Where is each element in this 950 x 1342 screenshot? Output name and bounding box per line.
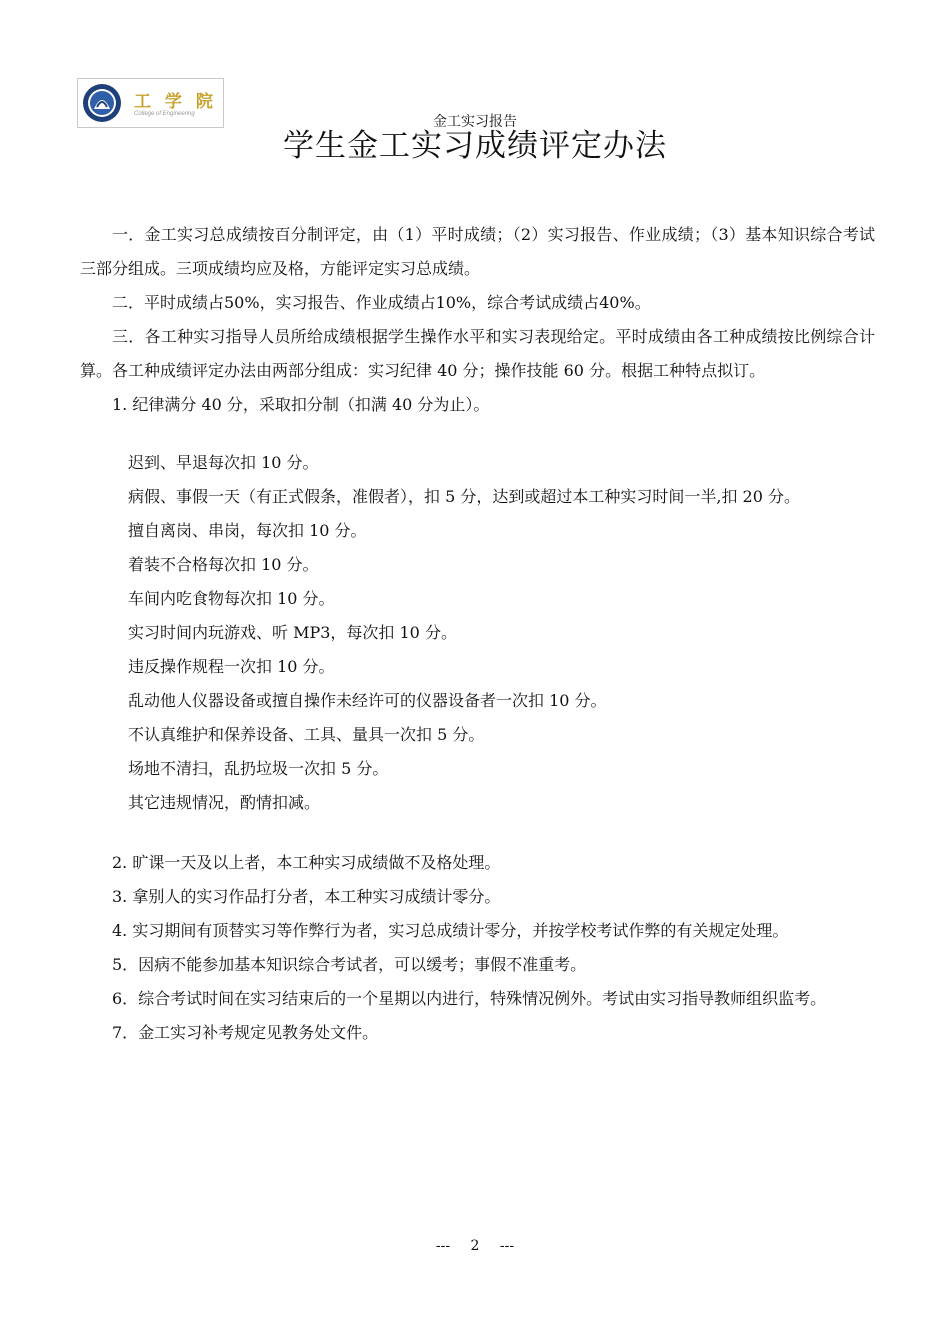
- list-item: 场地不清扫，乱扔垃圾一次扣 5 分。: [128, 759, 389, 778]
- logo-text-en: College of Engineering: [134, 111, 195, 117]
- paragraph-3: 三．各工种实习指导人员所给成绩根据学生操作水平和实习表现给定。平时成绩由各工种成绩按比例综合计算。各工种成绩评定办法由两部分组成：实习纪律 40 分；操作技能 60 分。根据工种特点拟订。: [80, 327, 875, 380]
- rule-7: 7．金工实习补考规定见教务处文件。: [112, 1023, 379, 1042]
- rule-4: 4. 实习期间有顶替实习等作弊行为者，实习总成绩计零分，并按学校考试作弊的有关规定处理。: [112, 921, 789, 940]
- list-item: 迟到、早退每次扣 10 分。: [128, 453, 319, 472]
- footer-dash-left: ---: [435, 1238, 451, 1254]
- rule-3: 3. 拿别人的实习作品打分者，本工种实习成绩计零分。: [112, 887, 501, 906]
- rule-6: 6．综合考试时间在实习结束后的一个星期以内进行，特殊情况例外。考试由实习指导教师组织监考。: [112, 989, 827, 1008]
- list-item: 车间内吃食物每次扣 10 分。: [128, 589, 335, 608]
- rule-2: 2. 旷课一天及以上者，本工种实习成绩做不及格处理。: [112, 853, 501, 872]
- deduction-list: [128, 446, 875, 820]
- document-body: [80, 218, 875, 1050]
- page-title: 学生金工实习成绩评定办法: [283, 128, 667, 164]
- list-item: 其它违规情况，酌情扣减。: [128, 793, 321, 812]
- logo-text-cn: 工 学 院: [134, 92, 217, 112]
- list-item: 病假、事假一天（有正式假条，准假者），扣 5 分，达到或超过本工种实习时间一半,扣 20 分。: [128, 487, 800, 506]
- paragraph-4: 1. 纪律满分 40 分，采取扣分制（扣满 40 分为止）。: [112, 395, 490, 414]
- footer-dash-right: ---: [499, 1238, 515, 1254]
- list-item: 乱动他人仪器设备或擅自操作未经许可的仪器设备者一次扣 10 分。: [128, 691, 607, 710]
- paragraph-2: 二．平时成绩占50%，实习报告、作业成绩占10%，综合考试成绩占40%。: [112, 293, 651, 312]
- list-item: 不认真维护和保养设备、工具、量具一次扣 5 分。: [128, 725, 485, 744]
- running-header: 金工实习报告: [433, 114, 517, 130]
- list-item: 违反操作规程一次扣 10 分。: [128, 657, 335, 676]
- rule-5: 5．因病不能参加基本知识综合考试者，可以缓考；事假不准重考。: [112, 955, 587, 974]
- list-item: 着装不合格每次扣 10 分。: [128, 555, 319, 574]
- paragraph-1: 一．金工实习总成绩按百分制评定，由（1）平时成绩；（2）实习报告、作业成绩；（3）基本知识综合考试三部分组成。三项成绩均应及格，方能评定实习总成绩。: [80, 225, 875, 278]
- list-item: 擅自离岗、串岗，每次扣 10 分。: [128, 521, 367, 540]
- page-number: 2: [470, 1238, 480, 1254]
- page-footer: [0, 1238, 950, 1254]
- list-item: 实习时间内玩游戏、听 MP3，每次扣 10 分。: [128, 623, 457, 642]
